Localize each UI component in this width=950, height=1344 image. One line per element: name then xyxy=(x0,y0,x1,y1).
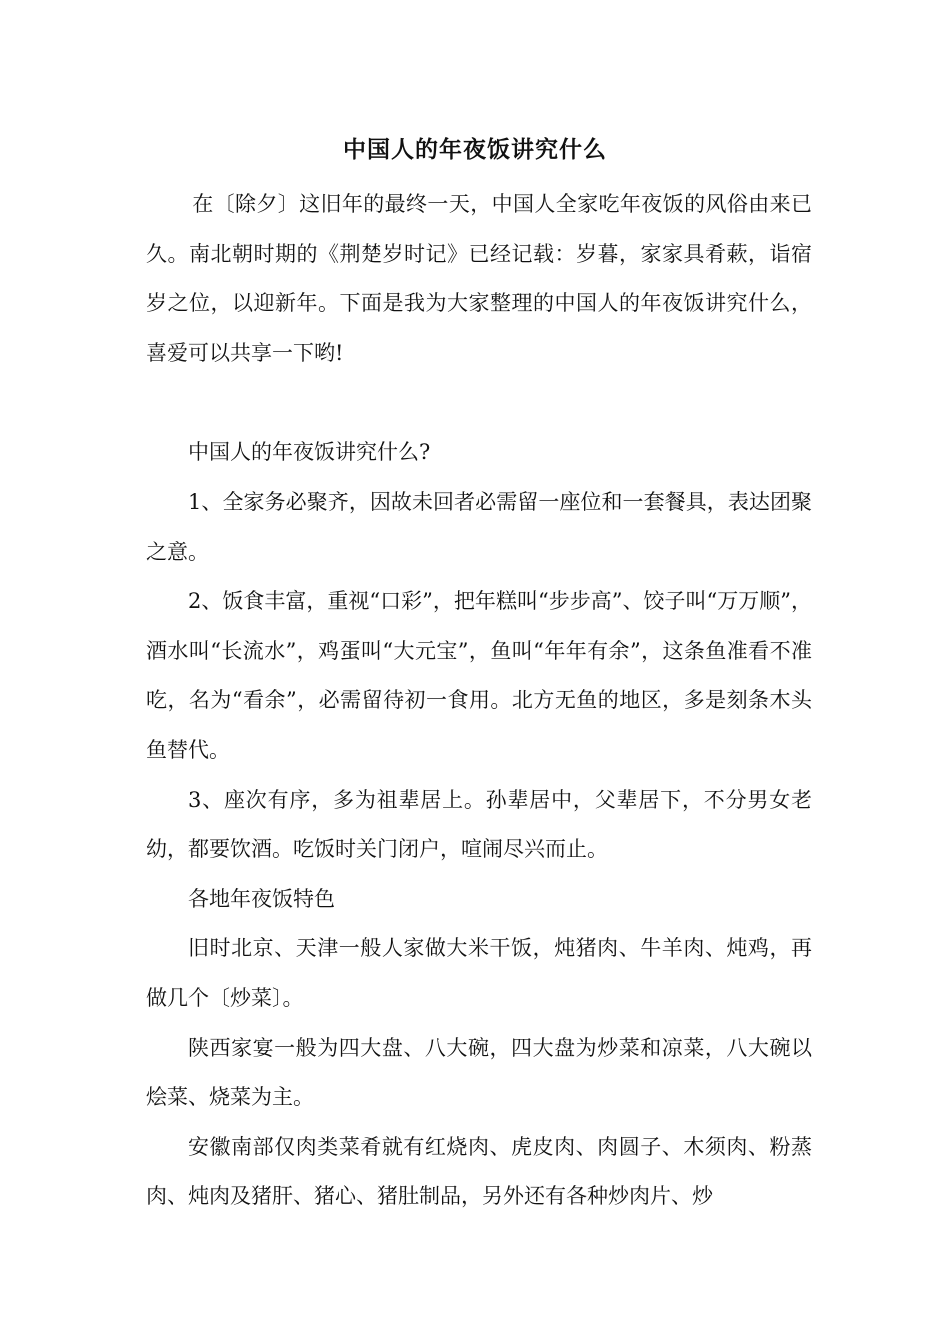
document-body xyxy=(146,180,812,1222)
intro-paragraph: 在〔除夕〕这旧年的最终一天，中国人全家吃年夜饭的风俗由来已久。南北朝时期的《荆楚岁时记》已经记载：岁暮，家家具肴蔌，诣宿岁之位，以迎新年。下面是我为大家整理的中国人的年夜饭讲究什么，喜爱可以共享一下哟! xyxy=(146,192,812,365)
body-paragraph: 安徽南部仅肉类菜肴就有红烧肉、虎皮肉、肉圆子、木须肉、粉蒸肉、炖肉及猪肝、猪心、猪肚制品，另外还有各种炒肉片、炒 xyxy=(146,1134,812,1209)
document-title: 中国人的年夜饭讲究什么 xyxy=(343,136,607,163)
body-paragraph: 3、座次有序，多为祖辈居上。孙辈居中，父辈居下，不分男女老幼，都要饮酒。吃饭时关门闭户，喧闹尽兴而止。 xyxy=(146,787,812,862)
body-paragraph: 陕西家宴一般为四大盘、八大碗，四大盘为炒菜和凉菜，八大碗以烩菜、烧菜为主。 xyxy=(146,1035,812,1110)
section-heading: 中国人的年夜饭讲究什么? xyxy=(188,440,431,465)
body-paragraph: 1、全家务必聚齐，因故未回者必需留一座位和一套餐具，表达团聚之意。 xyxy=(146,489,812,564)
body-paragraph: 2、饭食丰富，重视“口彩”，把年糕叫“步步高”、饺子叫“万万顺”，酒水叫“长流水”，鸡蛋叫“大元宝”，鱼叫“年年有余”，这条鱼准看不准吃，名为“看余”，必需留待初一食用。北方无鱼的地区，多是刻条木头鱼替代。 xyxy=(146,589,812,762)
body-paragraph: 旧时北京、天津一般人家做大米干饭，炖猪肉、牛羊肉、炖鸡，再做几个〔炒菜〕。 xyxy=(146,936,812,1010)
section-heading: 各地年夜饭特色 xyxy=(188,886,335,911)
paragraph-gap xyxy=(146,378,812,428)
